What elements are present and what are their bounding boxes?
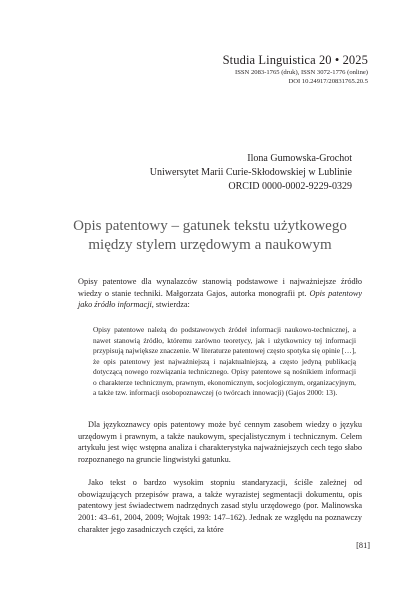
author-affiliation: Uniwersytet Marii Curie-Skłodowskiej w Lublinie xyxy=(149,167,352,178)
block-quote: Opisy patentowe należą do podstawowych źródeł informacji naukowo-technicznej, a nawet stanowią źródło, któremu zarówno teoretycy, jak i użytkownicy tej informacji przypisują największe znaczenie. W literaturze patentowej często spotyka się opinie […], że opis patentowy jest najważniejszą i najaktualniejszą, a często jedyną publikacją dotyczącą nowego rozwiązania technicznego. Opisy patentowe są nośnikiem informacji o charakterze technicznym, prawnym, ekonomicznym, socjologicznym, organizacyjnym, a także tzw. informacji osobopoznawczej (o twórcach innowacji) (Gajos 2000: 13). xyxy=(93,325,356,397)
journal-header xyxy=(223,53,368,86)
article-title-line-2: między stylem urzędowym a naukowym xyxy=(88,237,332,253)
paragraph-intro-end: , stwierdza: xyxy=(151,300,190,310)
monograph-title: Opis patentowy jako źródło informacji xyxy=(78,288,362,310)
journal-doi: DOI 10.24917/20831765.20.5 xyxy=(288,78,368,85)
author-name: Ilona Gumowska-Grochot xyxy=(247,153,352,164)
paragraph-3: Jako tekst o bardzo wysokim stopniu standaryzacji, ściśle zależnej od obowiązujących przepisów prawa, a także wyrazistej segmentacji dokumentu, opis patentowy jest świadectwem nadrzędnych zasad stylu urzędowego (por. Malinowska 2001: 43–61, 2004, 2009; Wojtak 1993: 147–162). Jednak ze względu na poznawczy charakter jego zasadniczych części, za które xyxy=(78,478,362,534)
paragraph-2: Dla językoznawcy opis patentowy może być cennym zasobem wiedzy o języku urzędowym i prawnym, a także naukowym, specjalistycznym i technicznym. Celem artykułu jest więc wstępna analiza i charakterystyka najważniejszych cech tego słabo rozpoznanego na gruncie lingwistyki gatunku. xyxy=(78,420,362,465)
journal-title: Studia Linguistica 20 • 2025 xyxy=(222,53,368,67)
article-title-line-1: Opis patentowy – gatunek tekstu użytkowego xyxy=(73,218,347,234)
article-title xyxy=(60,217,360,255)
paragraph-intro-start: Opisy patentowe dla wynalazców stanowią podstawowe i najważniejsze źródło wiedzy o stanie techniki. Małgorzata Gajos, autorka monografii pt. xyxy=(78,277,362,298)
page-number: [81] xyxy=(356,541,370,550)
paragraph-intro xyxy=(78,276,362,311)
author-block xyxy=(150,152,352,194)
journal-issn: ISSN 2083-1765 (druk), ISSN 3072-1776 (online) xyxy=(235,69,368,76)
author-orcid: ORCID 0000-0002-9229-0329 xyxy=(228,181,352,192)
